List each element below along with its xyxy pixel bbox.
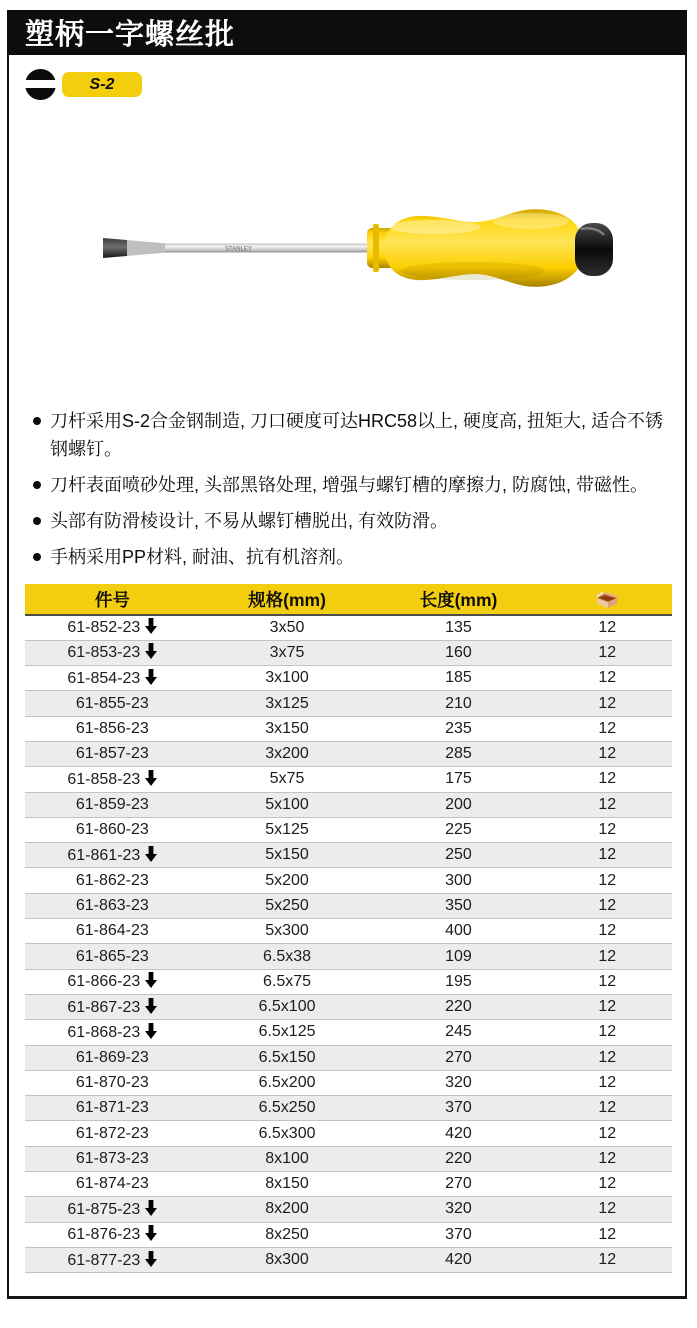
spec-cell: 5x300 <box>200 919 375 944</box>
qty-cell: 12 <box>543 1070 672 1095</box>
qty-cell: 12 <box>543 1197 672 1222</box>
parts-table-body <box>25 615 672 1273</box>
length-cell: 320 <box>374 1070 542 1095</box>
part-number-cell: 61-855-23 <box>25 691 200 716</box>
feature-item: 头部有防滑棱设计, 不易从螺钉槽脱出, 有效防滑。 <box>31 507 667 535</box>
page-frame <box>7 10 687 1299</box>
table-row <box>25 1121 672 1146</box>
spec-cell: 6.5x75 <box>200 969 375 994</box>
qty-cell: 12 <box>543 994 672 1019</box>
part-number-cell: 61-856-23 <box>25 716 200 741</box>
length-cell: 270 <box>374 1172 542 1197</box>
qty-cell: 12 <box>543 817 672 842</box>
qty-cell: 12 <box>543 944 672 969</box>
col-length: 长度(mm) <box>374 584 542 615</box>
end-cap <box>575 223 613 276</box>
part-number-cell: 61-868-23 <box>25 1020 200 1045</box>
length-cell: 320 <box>374 1197 542 1222</box>
table-row <box>25 640 672 665</box>
table-row <box>25 741 672 766</box>
carton-box-icon <box>596 591 619 608</box>
new-item-arrow-icon <box>145 1023 157 1039</box>
part-number-cell: 61-867-23 <box>25 994 200 1019</box>
qty-cell: 12 <box>543 1121 672 1146</box>
qty-cell: 12 <box>543 691 672 716</box>
length-cell: 300 <box>374 868 542 893</box>
qty-cell: 12 <box>543 792 672 817</box>
feature-item: 手柄采用PP材料, 耐油、抗有机溶剂。 <box>31 543 667 571</box>
spec-cell: 3x125 <box>200 691 375 716</box>
part-number-cell: 61-863-23 <box>25 893 200 918</box>
part-number-cell: 61-871-23 <box>25 1096 200 1121</box>
qty-cell: 12 <box>543 1096 672 1121</box>
qty-cell: 12 <box>543 969 672 994</box>
page-content <box>9 55 685 1299</box>
part-number-cell: 61-874-23 <box>25 1172 200 1197</box>
table-row <box>25 1247 672 1272</box>
table-row <box>25 792 672 817</box>
part-number-cell: 61-872-23 <box>25 1121 200 1146</box>
page-title: 塑柄一字螺丝批 <box>25 19 236 51</box>
length-cell: 225 <box>374 817 542 842</box>
part-number-cell: 61-853-23 <box>25 640 200 665</box>
shaft <box>165 244 381 253</box>
part-number-cell: 61-857-23 <box>25 741 200 766</box>
shaft-marking: STANLEY <box>225 246 252 253</box>
length-cell: 350 <box>374 893 542 918</box>
table-row <box>25 969 672 994</box>
col-part-number: 件号 <box>25 584 200 615</box>
qty-cell: 12 <box>543 716 672 741</box>
length-cell: 160 <box>374 640 542 665</box>
features-list <box>31 407 667 579</box>
table-row <box>25 893 672 918</box>
part-number-cell: 61-854-23 <box>25 666 200 691</box>
length-cell: 420 <box>374 1121 542 1146</box>
length-cell: 185 <box>374 666 542 691</box>
spec-cell: 5x100 <box>200 792 375 817</box>
table-row <box>25 843 672 868</box>
length-cell: 270 <box>374 1045 542 1070</box>
slotted-tip-icon <box>25 69 56 100</box>
new-item-arrow-icon <box>145 643 157 659</box>
length-cell: 200 <box>374 792 542 817</box>
length-cell: 195 <box>374 969 542 994</box>
table-row <box>25 1222 672 1247</box>
spec-cell: 8x300 <box>200 1247 375 1272</box>
spec-cell: 6.5x250 <box>200 1096 375 1121</box>
table-row <box>25 817 672 842</box>
length-cell: 175 <box>374 767 542 792</box>
screwdriver-image <box>73 198 618 306</box>
new-item-arrow-icon <box>145 618 157 634</box>
new-item-arrow-icon <box>145 1200 157 1216</box>
spec-cell: 6.5x38 <box>200 944 375 969</box>
blade-tip <box>103 238 127 258</box>
spec-cell: 3x75 <box>200 640 375 665</box>
part-number-cell: 61-876-23 <box>25 1222 200 1247</box>
new-item-arrow-icon <box>145 669 157 685</box>
new-item-arrow-icon <box>145 846 157 862</box>
qty-cell: 12 <box>543 1247 672 1272</box>
qty-cell: 12 <box>543 919 672 944</box>
length-cell: 420 <box>374 1247 542 1272</box>
length-cell: 370 <box>374 1222 542 1247</box>
spec-cell: 5x200 <box>200 868 375 893</box>
qty-cell: 12 <box>543 640 672 665</box>
qty-cell: 12 <box>543 893 672 918</box>
new-item-arrow-icon <box>145 972 157 988</box>
part-number-cell: 61-862-23 <box>25 868 200 893</box>
qty-cell: 12 <box>543 666 672 691</box>
badge-row <box>25 69 142 100</box>
spec-cell: 3x100 <box>200 666 375 691</box>
part-number-cell: 61-852-23 <box>25 615 200 640</box>
spec-cell: 5x75 <box>200 767 375 792</box>
table-row <box>25 1020 672 1045</box>
length-cell: 220 <box>374 1146 542 1171</box>
table-row <box>25 1197 672 1222</box>
length-cell: 109 <box>374 944 542 969</box>
part-number-cell: 61-877-23 <box>25 1247 200 1272</box>
spec-cell: 3x150 <box>200 716 375 741</box>
table-row <box>25 666 672 691</box>
spec-cell: 6.5x100 <box>200 994 375 1019</box>
table-row <box>25 944 672 969</box>
table-row <box>25 1146 672 1171</box>
table-header <box>25 584 672 615</box>
qty-cell: 12 <box>543 741 672 766</box>
length-cell: 245 <box>374 1020 542 1045</box>
new-item-arrow-icon <box>145 770 157 786</box>
part-number-cell: 61-860-23 <box>25 817 200 842</box>
table-row <box>25 691 672 716</box>
part-number-cell: 61-869-23 <box>25 1045 200 1070</box>
spec-cell: 5x250 <box>200 893 375 918</box>
table-row <box>25 716 672 741</box>
part-number-cell: 61-859-23 <box>25 792 200 817</box>
length-cell: 400 <box>374 919 542 944</box>
table-row <box>25 767 672 792</box>
part-number-cell: 61-873-23 <box>25 1146 200 1171</box>
qty-cell: 12 <box>543 1045 672 1070</box>
table-row <box>25 1045 672 1070</box>
table-row <box>25 919 672 944</box>
spec-cell: 8x250 <box>200 1222 375 1247</box>
length-cell: 235 <box>374 716 542 741</box>
qty-cell: 12 <box>543 1146 672 1171</box>
spec-cell: 5x125 <box>200 817 375 842</box>
spec-cell: 3x50 <box>200 615 375 640</box>
feature-item: 刀杆采用S-2合金钢制造, 刀口硬度可达HRC58以上, 硬度高, 扭矩大, 适合不锈钢螺钉。 <box>31 407 667 463</box>
table-row <box>25 1070 672 1095</box>
spec-cell: 8x150 <box>200 1172 375 1197</box>
new-item-arrow-icon <box>145 998 157 1014</box>
length-cell: 135 <box>374 615 542 640</box>
part-number-cell: 61-870-23 <box>25 1070 200 1095</box>
part-number-cell: 61-861-23 <box>25 843 200 868</box>
blade-flare <box>127 240 167 256</box>
part-number-cell: 61-858-23 <box>25 767 200 792</box>
new-item-arrow-icon <box>145 1251 157 1267</box>
material-badge: S-2 <box>62 72 142 97</box>
length-cell: 285 <box>374 741 542 766</box>
spec-cell: 6.5x200 <box>200 1070 375 1095</box>
part-number-cell: 61-875-23 <box>25 1197 200 1222</box>
spec-cell: 8x100 <box>200 1146 375 1171</box>
feature-item: 刀杆表面喷砂处理, 头部黑铬处理, 增强与螺钉槽的摩擦力, 防腐蚀, 带磁性。 <box>31 471 667 499</box>
length-cell: 370 <box>374 1096 542 1121</box>
table-row <box>25 1172 672 1197</box>
qty-cell: 12 <box>543 868 672 893</box>
qty-cell: 12 <box>543 767 672 792</box>
qty-cell: 12 <box>543 615 672 640</box>
part-number-cell: 61-864-23 <box>25 919 200 944</box>
qty-cell: 12 <box>543 1020 672 1045</box>
qty-cell: 12 <box>543 1222 672 1247</box>
part-number-cell: 61-866-23 <box>25 969 200 994</box>
table-row <box>25 994 672 1019</box>
spec-cell: 6.5x125 <box>200 1020 375 1045</box>
table-row <box>25 1096 672 1121</box>
col-pack-qty <box>543 584 672 615</box>
new-item-arrow-icon <box>145 1225 157 1241</box>
spec-cell: 5x150 <box>200 843 375 868</box>
length-cell: 220 <box>374 994 542 1019</box>
spec-cell: 3x200 <box>200 741 375 766</box>
title-bar <box>7 10 687 55</box>
spec-cell: 6.5x300 <box>200 1121 375 1146</box>
spec-cell: 8x200 <box>200 1197 375 1222</box>
part-number-cell: 61-865-23 <box>25 944 200 969</box>
parts-table <box>25 584 672 1273</box>
qty-cell: 12 <box>543 843 672 868</box>
spec-cell: 6.5x150 <box>200 1045 375 1070</box>
length-cell: 250 <box>374 843 542 868</box>
qty-cell: 12 <box>543 1172 672 1197</box>
table-row <box>25 615 672 640</box>
length-cell: 210 <box>374 691 542 716</box>
table-row <box>25 868 672 893</box>
col-spec: 规格(mm) <box>200 584 375 615</box>
